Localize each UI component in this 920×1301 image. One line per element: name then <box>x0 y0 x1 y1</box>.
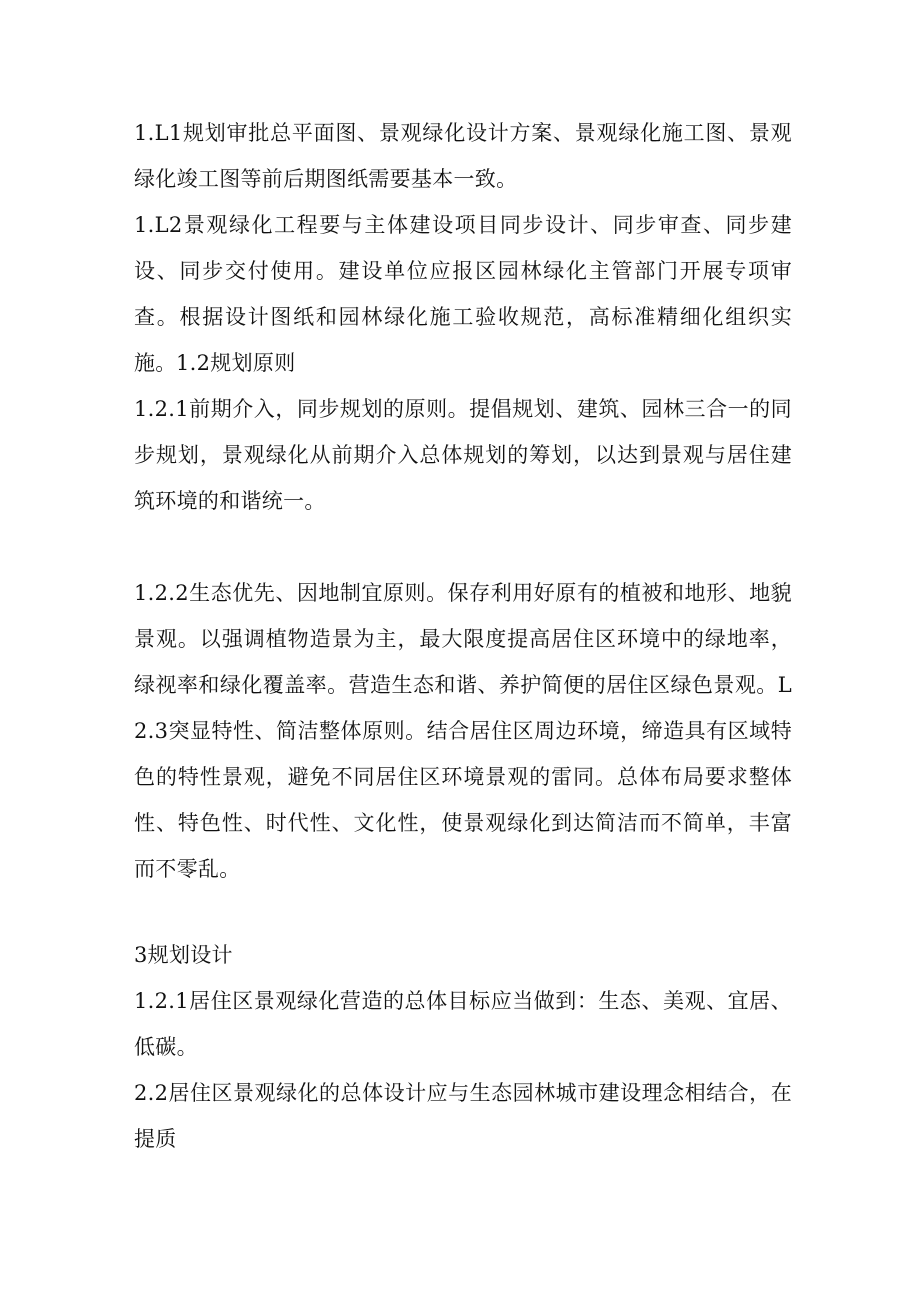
paragraph-synchronous-construction: 1.L2景观绿化工程要与主体建设项目同步设计、同步审查、同步建设、同步交付使用。建设单位应报区园林绿化主管部门开展专项审查。根据设计图纸和园林绿化施工验收规范，高标准精细化组织实施。 <box>134 213 792 375</box>
paragraph-overall-goal: 1.2.1居住区景观绿化营造的总体目标应当做到：生态、美观、宜居、低碳。 <box>134 989 792 1059</box>
paragraph-approval-drawings: 1.L1规划审批总平面图、景观绿化设计方案、景观绿化施工图、景观绿化竣工图等前后期图纸需要基本一致。 <box>134 121 792 191</box>
paragraph-ecology-first-principle: 1.2.2生态优先、因地制宜原则。保存利用好原有的植被和地形、地貌景观。以强调植物造景为主，最大限度提高居住区环境中的绿地率，绿视率和绿化覆盖率。营造生态和谐、养护简便的居住区绿色景观。L2.3突显特性、简洁整体原则。结合居住区周边环境，缔造具有区域特色的特性景观，避免不同居住区环境景观的雷同。总体布局要求整体性、特色性、时代性、文化性，使景观绿化到达简洁而不简单，丰富而不零乱。 <box>134 581 792 881</box>
paragraph-overall-design: 2.2居住区景观绿化的总体设计应与生态园林城市建设理念相结合，在提质 <box>134 1081 792 1151</box>
paragraph-early-intervention-principle: 1.2.1前期介入，同步规划的原则。提倡规划、建筑、园林三合一的同步规划，景观绿化从前期介入总体规划的筹划，以达到景观与居住建筑环境的和谐统一。 <box>134 397 792 513</box>
section-heading-planning-design: 3规划设计 <box>134 943 233 967</box>
section-heading-planning-principles: 1.2规划原则 <box>176 351 296 375</box>
